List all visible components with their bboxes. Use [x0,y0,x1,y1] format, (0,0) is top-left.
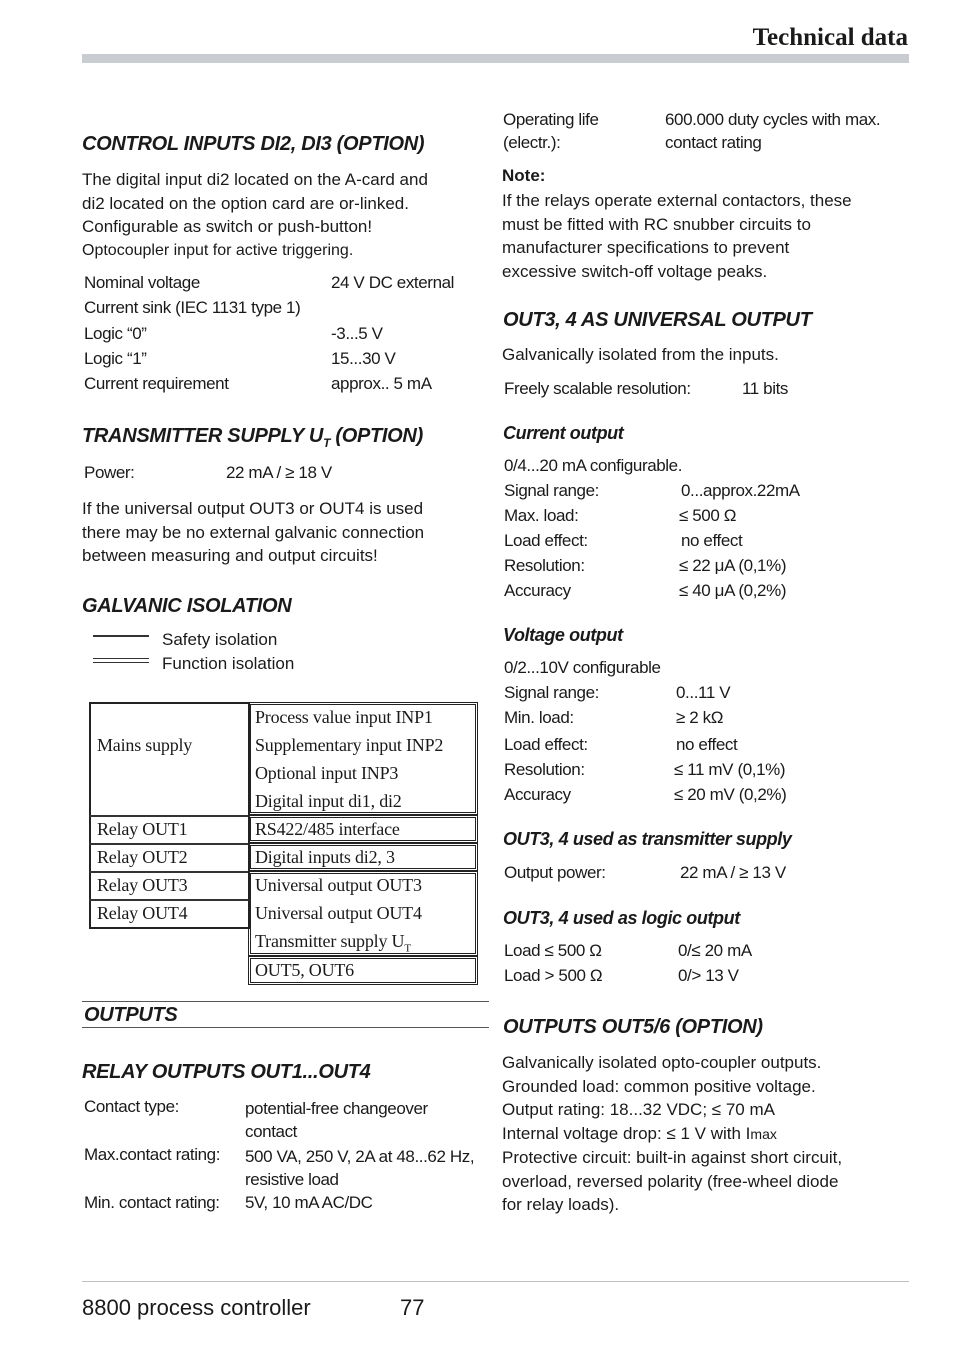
footer-page-number: 77 [400,1295,425,1320]
transmitter-supply-cell [255,931,411,955]
text-line: contact rating [665,133,762,152]
text-line: Configurable as switch or push-button! [82,217,373,236]
text-line: between measuring and output circuits! [82,546,378,565]
heading-transmitter-supply [82,425,423,450]
text-line: 600.000 duty cycles with max. [665,110,881,129]
heading-outputs-out56: OUTPUTS OUT5/6 (OPTION) [503,1016,763,1038]
text-line: for relay loads). [502,1195,620,1214]
divider [89,815,250,817]
logic-value: 0/≤ 20 mA [678,941,752,960]
control-inputs-description [82,168,482,262]
relay-cell: Relay OUT2 [97,847,188,867]
spec-value: 24 V DC external [331,273,455,292]
power-value: 22 mA / ≥ 18 V [226,463,332,482]
relay-cell: Relay OUT4 [97,903,188,923]
out56-cell: OUT5, OUT6 [255,960,354,980]
text-line: The digital input di2 located on the A-card and [82,170,428,189]
spec-key: Signal range: [504,683,599,702]
spec-value: ≤ 500 Ω [679,506,737,525]
page-header-title: Technical data [752,24,908,51]
transmitter-note [82,497,482,568]
text-line: there may be no external galvanic connection [82,522,425,542]
max-contact-label: Max.contact rating: [84,1145,221,1164]
text-line: Operating life [503,110,599,129]
input-cell: Optional input INP3 [255,763,399,783]
spec-key: Current requirement [84,374,229,393]
contact-type-value [245,1097,428,1143]
operating-life-value [665,108,880,154]
max-contact-value [245,1145,474,1191]
outputs-rule-top [82,1001,489,1002]
heading-galvanic-isolation: GALVANIC ISOLATION [82,595,292,617]
header-rule [82,54,909,63]
text-line: Output rating: 18...32 VDC; ≤ 70 mA [502,1100,775,1119]
heading-control-inputs: CONTROL INPUTS DI2, DI3 (OPTION) [82,133,425,155]
text-line: If the relays operate external contactors, these [502,191,852,210]
resolution-label: Freely scalable resolution: [504,379,691,398]
spec-value: no effect [681,531,743,550]
text-line: Optocoupler input for active triggering. [82,241,354,259]
spec-key: Load effect: [504,735,588,754]
text-line: overload, reversed polarity (free-wheel diode [502,1171,839,1191]
spec-value: ≤ 11 mV (0,1%) [674,760,786,779]
spec-value: 0...approx.22mA [681,481,800,500]
relay-cell: Relay OUT3 [97,875,188,895]
power-label: Power: [84,463,135,482]
footer-product: 8800 process controller [82,1295,311,1320]
spec-key: Nominal voltage [84,273,200,292]
current-intro: 0/4...20 mA configurable. [504,456,683,475]
spec-key: Accuracy [504,581,571,600]
mains-supply-cell: Mains supply [97,735,193,755]
input-cell: Digital input di1, di2 [255,791,402,811]
cell-subscript: T [404,942,411,955]
text-line: Galvanically isolated opto-coupler outputs. [502,1053,822,1072]
relay-cell: Relay OUT1 [97,819,188,839]
universal-output-cell: Universal output OUT3 [255,875,422,895]
input-cell: Supplementary input INP2 [255,735,444,755]
note-text [502,189,912,283]
spec-key: Logic “1” [84,349,147,368]
operating-life-label [503,108,599,154]
min-contact-label: Min. contact rating: [84,1193,220,1212]
spec-key: Resolution: [504,556,585,575]
out56-description [502,1051,912,1217]
output-power-value: 22 mA / ≥ 13 V [680,863,786,882]
spec-key: Signal range: [504,481,599,500]
function-isolation-line [93,658,149,663]
universal-description: Galvanically isolated from the inputs. [502,345,779,364]
digital-inputs-cell: Digital inputs di2, 3 [255,847,395,867]
legend-function-isolation: Function isolation [162,654,295,673]
heading-text: (OPTION) [330,425,423,447]
text-line [502,1122,912,1147]
text-line: Grounded load: common positive voltage. [502,1076,816,1096]
spec-key: Current sink (IEC 1131 type 1) [84,298,301,317]
text-line: di2 located on the option card are or-linked. [82,193,409,213]
cell-text: Transmitter supply U [255,931,405,951]
subscript-text: max [750,1125,777,1142]
logic-key: Load ≤ 500 Ω [504,941,602,960]
text-line: must be fitted with RC snubber circuits to [502,214,811,234]
heading-text: TRANSMITTER SUPPLY U [82,425,324,447]
text-line: manufacturer specifications to prevent [502,238,790,257]
heading-relay-outputs: RELAY OUTPUTS OUT1...OUT4 [82,1061,371,1083]
rs422-cell: RS422/485 interface [255,819,400,839]
divider [89,871,250,873]
text-line: (electr.): [503,133,561,152]
input-cell: Process value input INP1 [255,707,433,727]
heading-outputs: OUTPUTS [84,1004,178,1026]
voltage-intro: 0/2...10V configurable [504,658,661,677]
note-label: Note: [502,166,546,185]
spec-value: ≤ 20 mV (0,2%) [674,785,787,804]
logic-key: Load > 500 Ω [504,966,603,985]
divider [89,843,250,845]
heading-current-output: Current output [503,423,624,443]
text-span: Internal voltage drop: ≤ 1 V with I [502,1123,751,1143]
text-line: excessive switch-off voltage peaks. [502,261,768,281]
spec-value: -3...5 V [331,324,383,343]
text-line: potential-free changeover [245,1099,428,1118]
legend-safety-isolation: Safety isolation [162,630,278,649]
text-line: Protective circuit: built-in against short circuit, [502,1148,843,1167]
spec-value: 15...30 V [331,349,396,368]
universal-output-cell: Universal output OUT4 [255,903,422,923]
spec-key: Min. load: [504,708,574,727]
heading-subscript: T [323,436,331,450]
text-line: 500 VA, 250 V, 2A at 48...62 Hz, [245,1147,475,1166]
min-contact-value: 5V, 10 mA AC/DC [245,1193,373,1212]
heading-voltage-output: Voltage output [503,625,623,645]
spec-value: 0...11 V [676,683,731,702]
spec-key: Load effect: [504,531,588,550]
spec-value: ≤ 22 μA (0,1%) [679,556,787,575]
spec-key: Resolution: [504,760,585,779]
spec-value: ≥ 2 kΩ [676,708,724,727]
spec-key: Accuracy [504,785,571,804]
safety-isolation-line [93,635,149,637]
spec-value: ≤ 40 μA (0,2%) [679,581,787,600]
text-line: If the universal output OUT3 or OUT4 is used [82,499,424,518]
contact-type-label: Contact type: [84,1097,179,1116]
spec-key: Logic “0” [84,324,147,343]
spec-value: no effect [676,735,738,754]
output-power-label: Output power: [504,863,606,882]
heading-universal-output: OUT3, 4 AS UNIVERSAL OUTPUT [503,309,812,331]
outputs-rule-bottom [82,1027,489,1028]
heading-logic-output: OUT3, 4 used as logic output [503,908,740,928]
logic-value: 0/> 13 V [678,966,739,985]
spec-key: Max. load: [504,506,579,525]
footer-rule [82,1281,909,1282]
resolution-value: 11 bits [742,379,789,398]
text-line: contact [245,1122,298,1141]
divider [89,899,250,901]
heading-transmitter-use: OUT3, 4 used as transmitter supply [503,829,792,849]
spec-value: approx.. 5 mA [331,374,432,393]
text-line: resistive load [245,1170,339,1189]
